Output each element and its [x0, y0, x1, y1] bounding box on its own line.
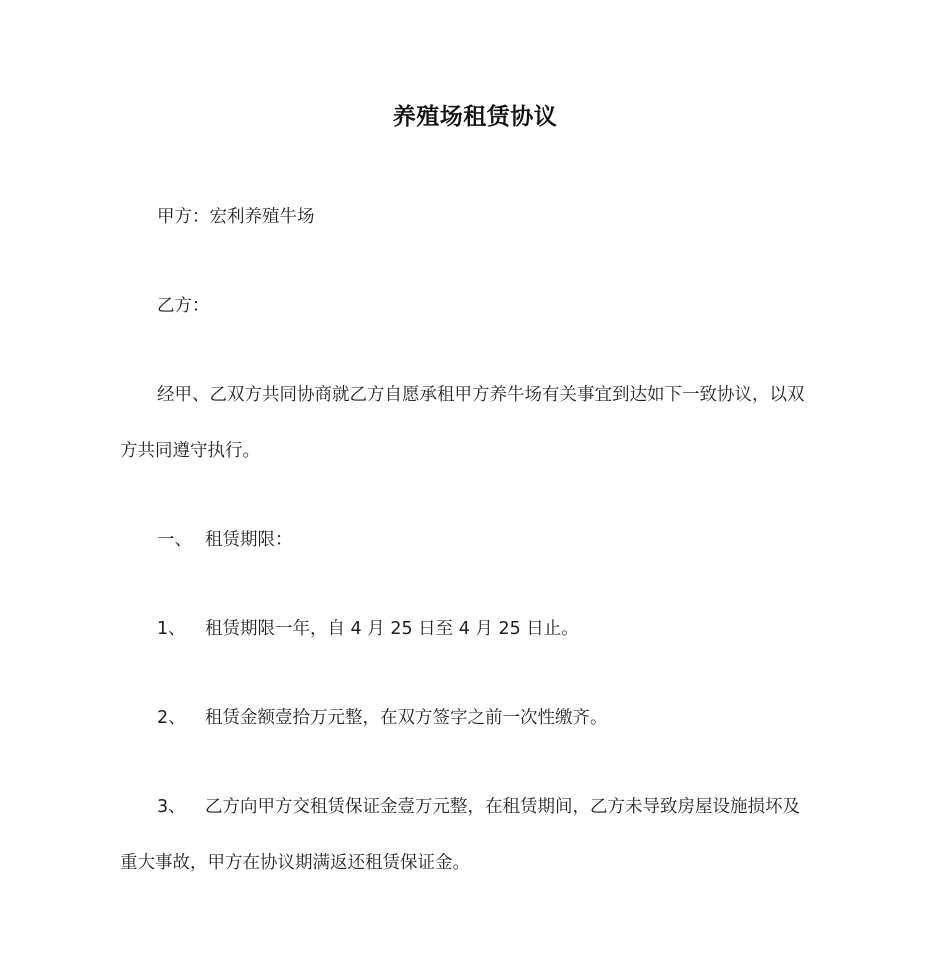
clause-3-text: 乙方向甲方交租赁保证金壹万元整，在租赁期间，乙方未导致房屋设施损坏及: [205, 797, 800, 817]
clause-2-number: 2、: [157, 708, 186, 728]
clause-2: [157, 706, 608, 730]
clause-2-text: 租赁金额壹拾万元整，在双方签字之前一次性缴齐。: [205, 708, 608, 728]
clause-3: [157, 795, 800, 819]
section-1-heading: [157, 528, 293, 552]
party-a-line: 甲方：宏利养殖牛场: [157, 207, 315, 227]
intro-paragraph-line-2: 方共同遵守执行。: [120, 441, 260, 461]
clause-1: [157, 617, 579, 641]
clause-1-text: 租赁期限一年，自 4 月 25 日至 4 月 25 日止。: [205, 619, 579, 639]
section-1-title: 租赁期限：: [205, 530, 293, 550]
clause-3-number: 3、: [157, 797, 186, 817]
intro-paragraph-line-1: 经甲、乙双方共同协商就乙方自愿承租甲方养牛场有关事宜到达如下一致协议，以双: [157, 385, 805, 405]
clause-1-number: 1、: [157, 619, 186, 639]
party-b-line: 乙方：: [157, 296, 210, 316]
section-1-number: 一、: [157, 530, 192, 550]
clause-3-continuation: 重大事故，甲方在协议期满返还租赁保证金。: [120, 853, 470, 873]
document-title: 养殖场租赁协议: [392, 104, 558, 130]
